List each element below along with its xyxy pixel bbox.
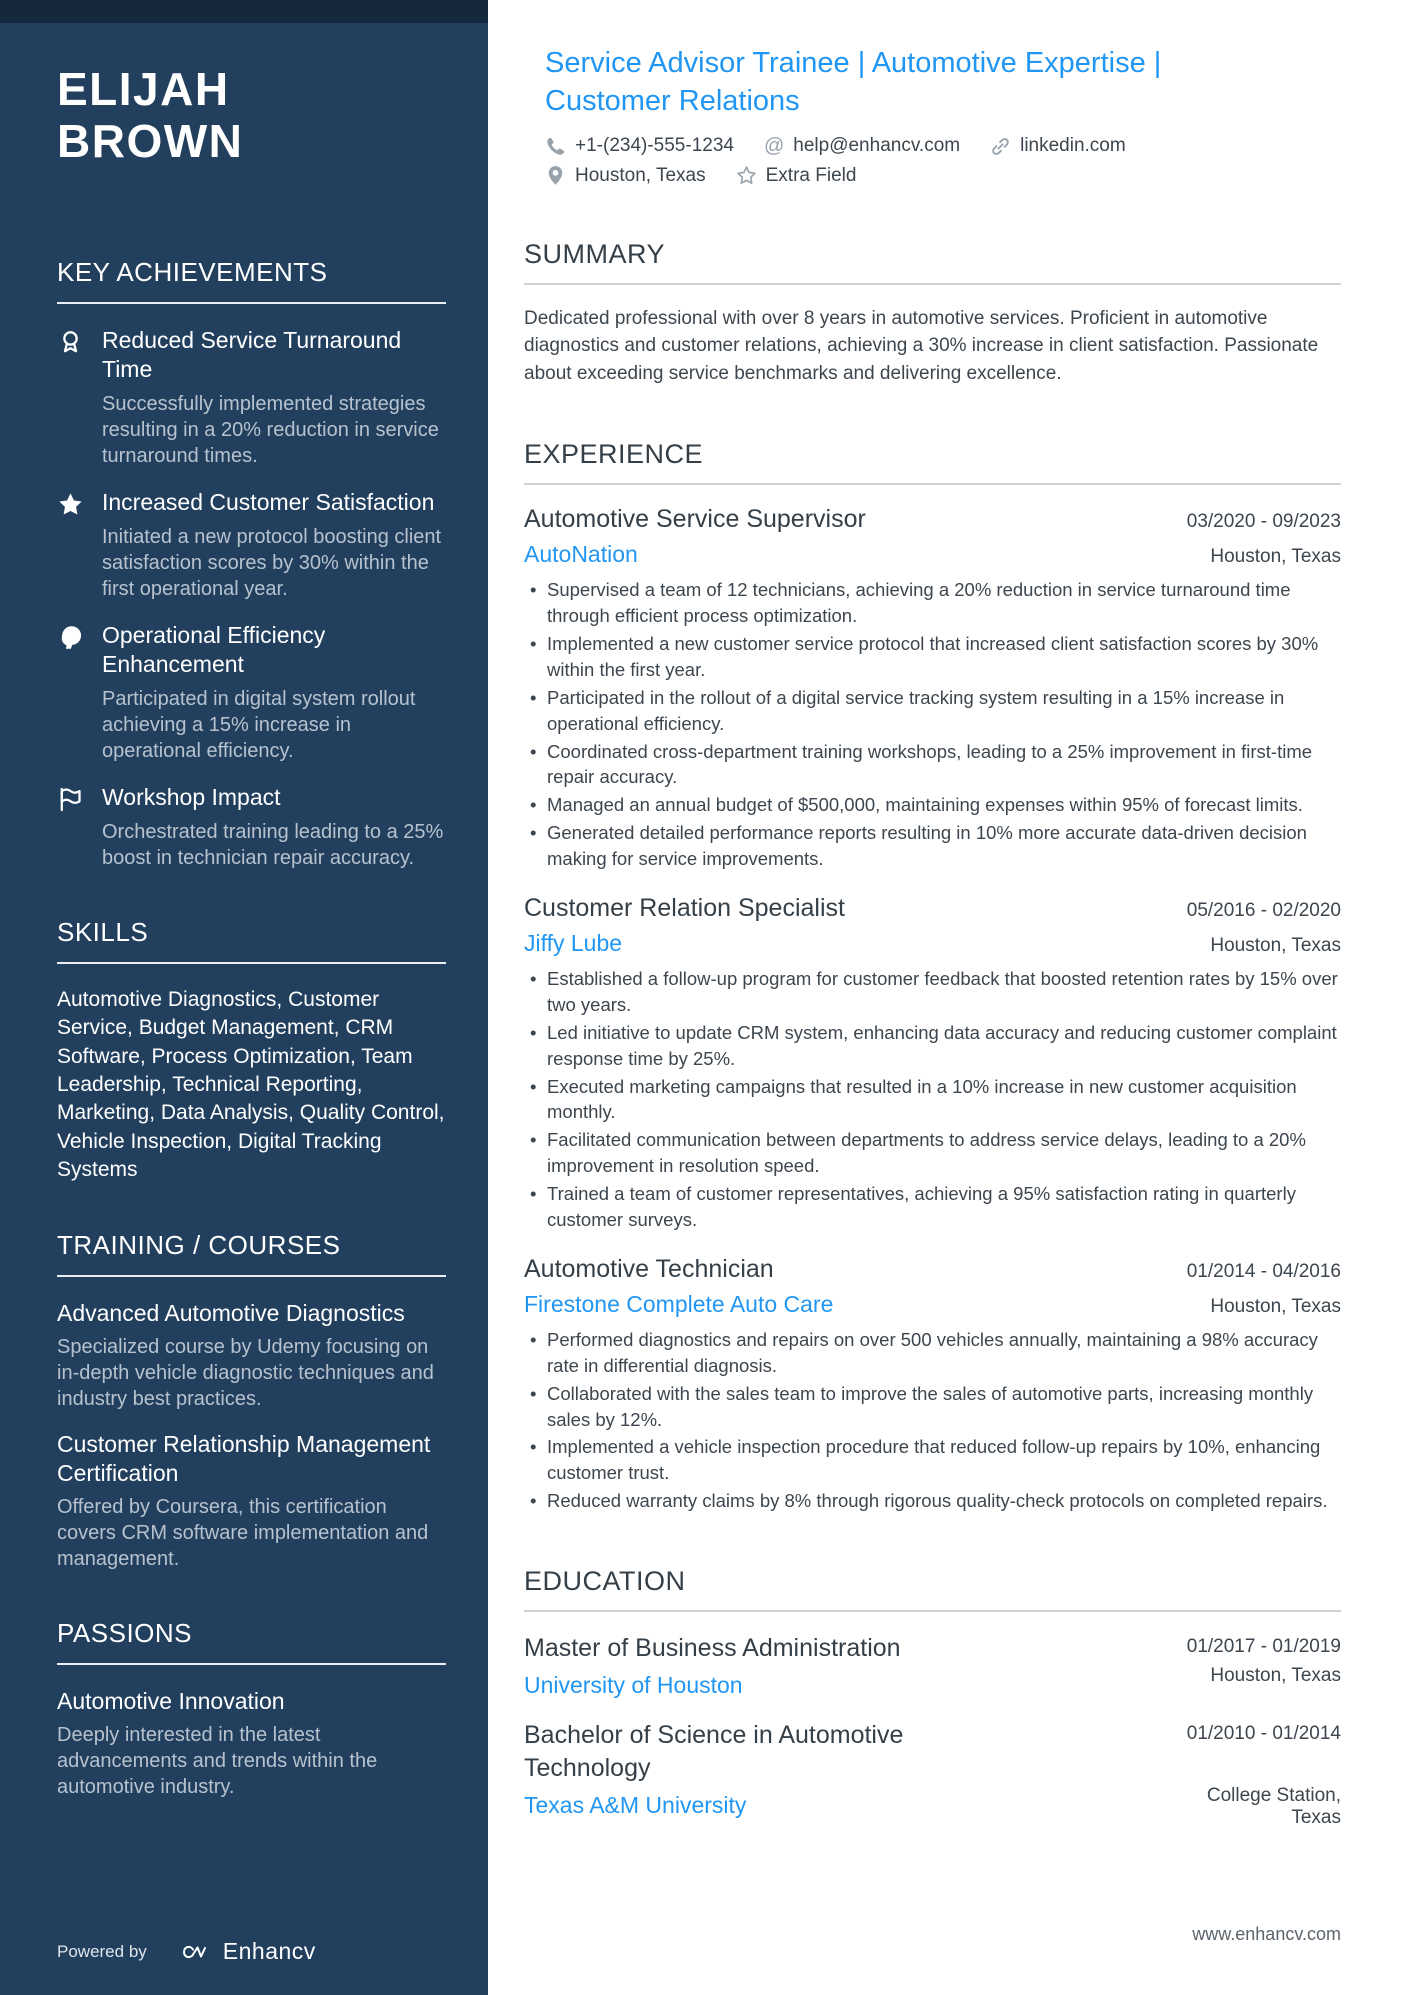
section-title: KEY ACHIEVEMENTS: [57, 257, 328, 288]
section-skills: [57, 917, 446, 1184]
job-location: Houston, Texas: [1210, 934, 1341, 956]
course-item: [57, 1430, 446, 1572]
section-divider: [57, 1275, 446, 1277]
enhancv-brand: Enhancv: [222, 1938, 316, 1964]
bullet-item: • Collaborated with the sales team to improve the sales of automotive parts, increasing monthly sales by 12%.: [547, 1381, 1341, 1433]
bullet-item: • Implemented a vehicle inspection procedure that reduced follow-up repairs by 10%, enhancing customer trust.: [547, 1434, 1341, 1486]
contact-location: [545, 165, 706, 187]
bullet-item: • Performed diagnostics and repairs on over 500 vehicles annually, maintaining a 98% accuracy rate in differential diagnosis.: [547, 1327, 1341, 1379]
bullet-item: • Facilitated communication between departments to address service delays, leading to a 20% improvement in resolution speed.: [547, 1127, 1341, 1179]
degree-row: [524, 1719, 1341, 1785]
job-company-row: [524, 534, 1341, 568]
degree-location: Houston, Texas: [1210, 1665, 1341, 1687]
resume-header: [524, 0, 1341, 187]
company-link[interactable]: AutoNation: [524, 541, 638, 568]
degree-location: College Station, Texas: [1206, 1785, 1341, 1829]
section-experience: [524, 439, 1341, 1514]
section-divider: [57, 302, 446, 304]
school-link[interactable]: Texas A&M University: [524, 1792, 747, 1819]
section-divider: [57, 1663, 446, 1665]
section-passions: [57, 1618, 446, 1800]
achievement-item: [57, 783, 446, 871]
contact-info: [545, 135, 1341, 187]
job-title-row: [524, 1255, 1341, 1284]
section-key-achievements: [57, 257, 446, 871]
course-item: [57, 1299, 446, 1412]
bullet-item: • Generated detailed performance reports resulting in 10% more accurate data-driven decision making for service improvements.: [547, 820, 1341, 872]
bullet-item: • Reduced warranty claims by 8% through rigorous quality-check protocols on completed repairs.: [547, 1488, 1341, 1514]
link-icon: [990, 136, 1011, 157]
job-title-row: [524, 894, 1341, 923]
job-company-row: [524, 923, 1341, 957]
powered-by-footer: [57, 1938, 316, 1965]
contact-phone: [545, 135, 734, 157]
contact-extra-text: Extra Field: [765, 164, 857, 186]
achievement-item: [57, 326, 446, 469]
course-description: Offered by Coursera, this certification covers CRM software implementation and management.: [57, 1496, 429, 1571]
section-divider: [524, 1610, 1341, 1612]
degree-dates: 01/2010 - 01/2014: [1186, 1723, 1341, 1745]
achievement-title: Increased Customer Satisfaction: [102, 488, 435, 515]
experience-entry: [524, 505, 1341, 872]
page-title-line1: Service Advisor Trainee | Automotive Expertise |: [545, 47, 1162, 79]
summary-text: Dedicated professional with over 8 years in automotive services. Proficient in automotive diagnostics and customer relations, achieving a 30% increase in client satisfaction. Passionate about exceeding service benchmarks and delivering excellence.: [524, 307, 1319, 384]
course-description: Specialized course by Udemy focusing on in-depth vehicle diagnostic techniques and industry best practices.: [57, 1336, 434, 1411]
school-link[interactable]: University of Houston: [524, 1672, 743, 1699]
degree-title: Bachelor of Science in Automotive Technology: [524, 1721, 904, 1783]
degree-title: Master of Business Administration: [524, 1634, 901, 1663]
section-title: TRAINING / COURSES: [57, 1230, 341, 1261]
achievement-description: Participated in digital system rollout achieving a 15% increase in operational efficiency.: [102, 687, 416, 762]
contact-location-text: Houston, Texas: [575, 164, 706, 186]
section-divider: [524, 483, 1341, 485]
job-bullets: [524, 577, 1341, 872]
enhancv-website-link[interactable]: www.enhancv.com: [1192, 1924, 1341, 1944]
education-entry: [524, 1632, 1341, 1699]
job-location: Houston, Texas: [1210, 1295, 1341, 1317]
job-role: Automotive Service Supervisor: [524, 505, 866, 534]
enhancv-logo-icon: [173, 1939, 213, 1965]
bullet-item: • Supervised a team of 12 technicians, achieving a 20% reduction in service turnaround time through efficient process optimization.: [547, 577, 1341, 629]
achievement-item: [57, 488, 446, 602]
contact-extra-field: [736, 165, 857, 187]
section-training-courses: [57, 1230, 446, 1572]
job-dates: 05/2016 - 02/2020: [1186, 899, 1341, 921]
star-icon: [57, 488, 87, 602]
job-bullets: [524, 1327, 1341, 1514]
page-title: [545, 44, 1341, 121]
job-title-row: [524, 505, 1341, 534]
page-title-line2: Customer Relations: [545, 85, 800, 118]
bullet-item: • Participated in the rollout of a digital service tracking system resulting in a 15% increase in operational efficiency.: [547, 685, 1341, 737]
at-icon: @: [763, 134, 785, 157]
job-company-row: [524, 1284, 1341, 1318]
section-summary: [524, 239, 1341, 388]
skills-list: Automotive Diagnostics, Customer Service, Budget Management, CRM Software, Process Optimization, Team Leadership, Technical Reporting, Marketing, Data Analysis, Quality Control, Vehicle Inspection, Digital Tracking Systems: [57, 987, 445, 1181]
star-outline-icon: [736, 165, 757, 186]
achievement-description: Initiated a new protocol boosting client satisfaction scores by 30% within the first operational year.: [102, 525, 442, 600]
contact-link[interactable]: [990, 135, 1126, 157]
passion-title: Automotive Innovation: [57, 1688, 285, 1715]
bullet-item: • Coordinated cross-department training workshops, leading to a 25% improvement in first-time repair accuracy.: [547, 739, 1341, 791]
section-divider: [57, 962, 446, 964]
course-title: Advanced Automotive Diagnostics: [57, 1300, 405, 1327]
contact-email[interactable]: [764, 135, 960, 158]
achievement-item: [57, 621, 446, 764]
bullet-item: • Implemented a new customer service protocol that increased client satisfaction scores by 30% within the first year.: [547, 631, 1341, 683]
achievement-title: Reduced Service Turnaround Time: [102, 327, 402, 382]
passion-description: Deeply interested in the latest advancements and trends within the automotive industry.: [57, 1724, 378, 1799]
medal-icon: [57, 326, 87, 469]
achievement-title: Operational Efficiency Enhancement: [102, 621, 326, 677]
contact-row: [545, 135, 1341, 158]
sidebar: [0, 0, 488, 1995]
job-location: Houston, Texas: [1210, 546, 1341, 568]
experience-entry: [524, 1255, 1341, 1514]
contact-link-text: linkedin.com: [1020, 135, 1126, 157]
job-role: Automotive Technician: [524, 1254, 774, 1283]
bullet-item: • Managed an annual budget of $500,000, maintaining expenses within 95% of forecast limits.: [547, 792, 1341, 818]
bullet-item: • Trained a team of customer representatives, achieving a 95% satisfaction rating in quarterly customer surveys.: [547, 1181, 1341, 1233]
location-pin-icon: [545, 165, 566, 186]
section-divider: [524, 283, 1341, 285]
achievement-title: Workshop Impact: [102, 783, 281, 810]
flag-icon: [57, 783, 87, 871]
section-title: EDUCATION: [524, 1566, 686, 1597]
section-title: SUMMARY: [524, 238, 666, 269]
job-dates: 03/2020 - 09/2023: [1186, 511, 1341, 533]
achievement-description: Orchestrated training leading to a 25% boost in technician repair accuracy.: [102, 820, 444, 869]
section-title: EXPERIENCE: [524, 439, 704, 470]
job-bullets: [524, 966, 1341, 1233]
degree-row: [524, 1632, 1341, 1665]
education-entry: [524, 1719, 1341, 1829]
section-education: [524, 1566, 1341, 1829]
contact-email-text: help@enhancv.com: [793, 135, 961, 157]
achievement-description: Successfully implemented strategies resulting in a 20% reduction in service turnaround times.: [102, 392, 439, 467]
bullet-item: • Established a follow-up program for customer feedback that boosted retention rates by 15% over two years.: [547, 966, 1341, 1018]
job-dates: 01/2014 - 04/2016: [1186, 1260, 1341, 1282]
powered-by-label: Powered by: [57, 1941, 147, 1961]
candidate-first-name: ELIJAH: [57, 63, 230, 115]
contact-phone-text: +1-(234)-555-1234: [575, 135, 734, 157]
candidate-name: [57, 64, 446, 167]
degree-dates: 01/2017 - 01/2019: [1186, 1636, 1341, 1658]
school-row: [524, 1785, 1341, 1829]
job-role: Customer Relation Specialist: [524, 893, 845, 922]
sidebar-top-strip: [0, 0, 488, 23]
course-title: Customer Relationship Management Certification: [57, 1431, 431, 1487]
company-link[interactable]: Firestone Complete Auto Care: [524, 1290, 834, 1317]
experience-entry: [524, 894, 1341, 1233]
head-profile-icon: [57, 621, 87, 764]
resume-main: [488, 0, 1410, 1995]
section-title: SKILLS: [57, 916, 149, 947]
company-link[interactable]: Jiffy Lube: [524, 929, 623, 956]
phone-icon: [545, 136, 566, 157]
bullet-item: • Executed marketing campaigns that resulted in a 10% increase in new customer acquisition monthly.: [547, 1074, 1341, 1126]
passion-item: [57, 1687, 446, 1800]
candidate-last-name: BROWN: [57, 114, 244, 167]
bullet-item: • Led initiative to update CRM system, enhancing data accuracy and reducing customer complaint response time by 25%.: [547, 1020, 1341, 1072]
contact-row: [545, 165, 1341, 187]
section-title: PASSIONS: [57, 1618, 193, 1649]
school-row: [524, 1665, 1341, 1699]
